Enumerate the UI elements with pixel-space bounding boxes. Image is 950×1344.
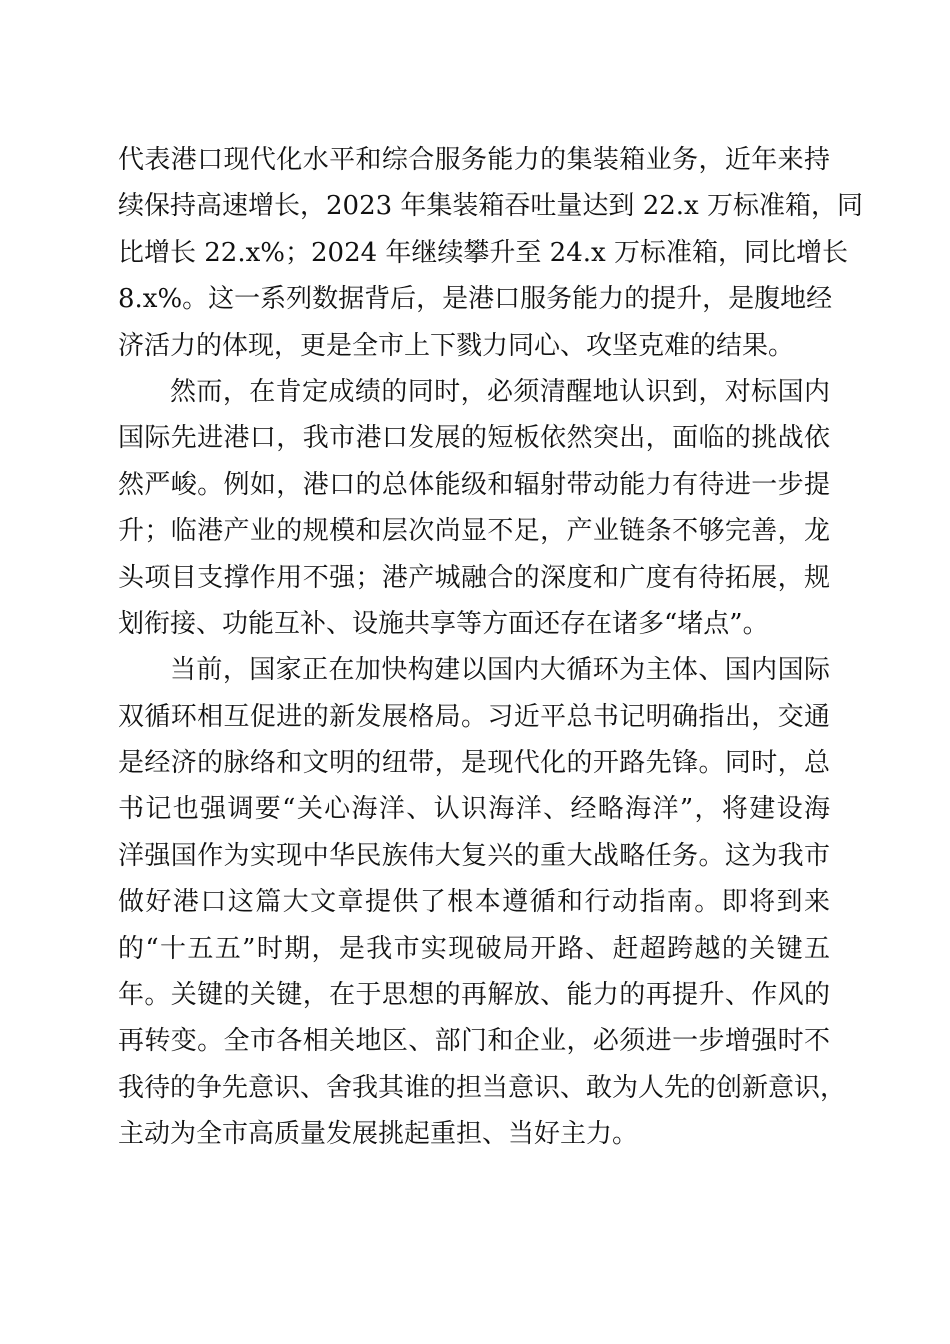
text-line: 国际先进港口，我市港口发展的短板依然突出，面临的挑战依 <box>118 423 830 454</box>
text-line-last: 划衔接、功能互补、设施共享等方面还存在诸多“堵点”。 <box>118 608 769 639</box>
text-line: 续保持高速增长，2023 年集装箱吞吐量达到 22.x 万标准箱，同 <box>118 191 863 222</box>
text-line: 升；临港产业的规模和层次尚显不足，产业链条不够完善，龙 <box>118 516 830 547</box>
text-line-first: 然而，在肯定成绩的同时，必须清醒地认识到，对标国内 <box>170 376 830 407</box>
text-line: 然严峻。例如，港口的总体能级和辐射带动能力有待进一步提 <box>118 469 830 500</box>
text-line-first: 当前，国家正在加快构建以国内大循环为主体、国内国际 <box>170 655 830 686</box>
text-line: 年。关键的关键，在于思想的再解放、能力的再提升、作风的 <box>118 980 830 1011</box>
text-line: 再转变。全市各相关地区、部门和企业，必须进一步增强时不 <box>118 1026 830 1057</box>
text-line: 是经济的脉络和文明的纽带，是现代化的开路先锋。同时，总 <box>118 748 830 779</box>
text-line: 8.x%。这一系列数据背后，是港口服务能力的提升，是腹地经 <box>118 284 833 315</box>
text-line: 洋强国作为实现中华民族伟大复兴的重大战略任务。这为我市 <box>118 840 830 871</box>
text-line: 的“十五五”时期，是我市实现破局开路、赶超跨越的关键五 <box>118 933 830 964</box>
document-body <box>118 137 863 1158</box>
text-line: 我待的争先意识、舍我其谁的担当意识、敢为人先的创新意识， <box>118 1072 847 1103</box>
text-line-last: 主动为全市高质量发展挑起重担、当好主力。 <box>118 1119 639 1150</box>
text-line: 双循环相互促进的新发展格局。习近平总书记明确指出，交通 <box>118 701 830 732</box>
text-line: 书记也强调要“关心海洋、认识海洋、经略海洋”，将建设海 <box>118 794 830 825</box>
text-line: 比增长 22.x%；2024 年继续攀升至 24.x 万标准箱，同比增长 <box>118 237 848 268</box>
text-line: 代表港口现代化水平和综合服务能力的集装箱业务，近年来持 <box>118 145 830 175</box>
text-line: 做好港口这篇大文章提供了根本遵循和行动指南。即将到来 <box>118 887 830 918</box>
text-line: 头项目支撑作用不强；港产城融合的深度和广度有待拓展，规 <box>118 562 830 593</box>
text-line-last: 济活力的体现，更是全市上下戮力同心、攻坚克难的结果。 <box>118 330 795 361</box>
